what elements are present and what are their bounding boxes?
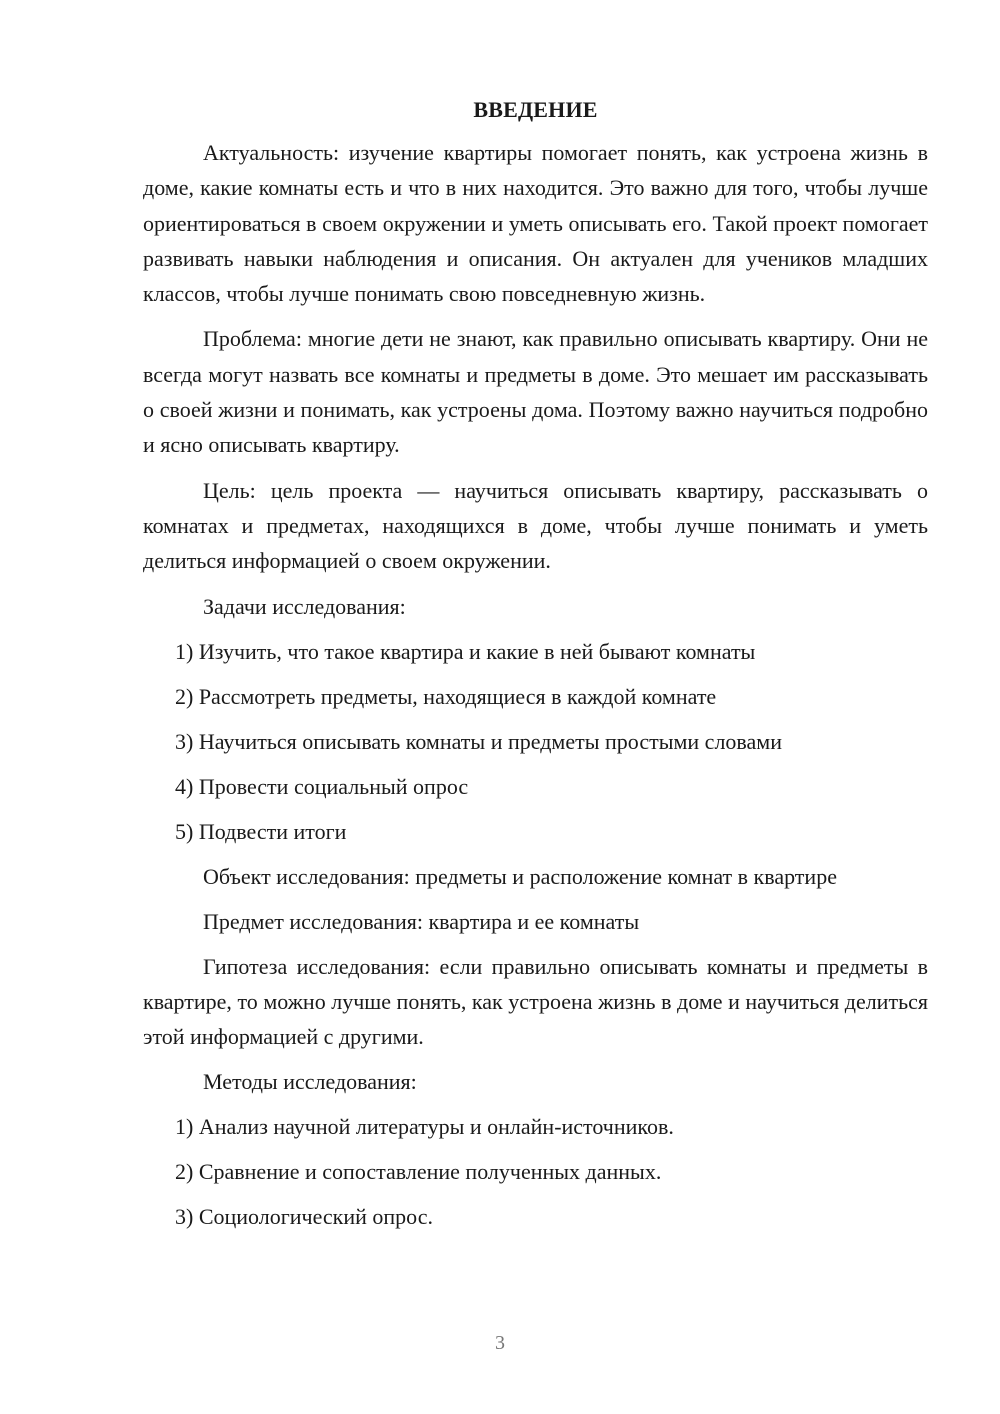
methods-title: Методы исследования: bbox=[203, 1069, 417, 1095]
research-subject: Предмет исследования: квартира и ее комнаты bbox=[203, 908, 640, 934]
problem-paragraph: Проблема: многие дети не знают, как правильно описывать квартиру. Они не всегда могут назвать все комнаты и предметы в доме. Это мешает им рассказывать о своей жизни и понимать, как устроены дома. Поэтому важно научиться подробно и ясно описывать квартиру. bbox=[143, 326, 928, 458]
section-heading: ВВЕДЕНИЕ bbox=[473, 97, 598, 122]
tasks-title: Задачи исследования: bbox=[203, 593, 406, 619]
research-object: Объект исследования: предметы и расположение комнат в квартире bbox=[203, 863, 837, 889]
goal-paragraph: Цель: цель проекта — научиться описывать квартиру, рассказывать о комнатах и предметах, находящихся в доме, чтобы лучше понимать и уметь делиться информацией о своем окружении. bbox=[143, 477, 928, 574]
hypothesis-paragraph: Гипотеза исследования: если правильно описывать комнаты и предметы в квартире, то можно лучше понять, как устроена жизнь в доме и научиться делиться этой информацией с другими. bbox=[143, 953, 928, 1050]
method-item-1: 1) Анализ научной литературы и онлайн-источников. bbox=[175, 1114, 674, 1140]
task-item-3: 3) Научиться описывать комнаты и предметы простыми словами bbox=[175, 728, 782, 754]
task-item-4: 4) Провести социальный опрос bbox=[175, 773, 469, 799]
page-number: 3 bbox=[495, 1332, 505, 1354]
task-item-2: 2) Рассмотреть предметы, находящиеся в каждой комнате bbox=[175, 683, 717, 709]
task-item-1: 1) Изучить, что такое квартира и какие в ней бывают комнаты bbox=[175, 638, 756, 664]
method-item-2: 2) Сравнение и сопоставление полученных данных. bbox=[175, 1159, 662, 1185]
relevance-paragraph: Актуальность: изучение квартиры помогает понять, как устроена жизнь в доме, какие комнаты есть и что в них находится. Это важно для того, чтобы лучше ориентироваться в своем окружении и уметь описывать его. Такой проект помогает развивать навыки наблюдения и описания. Он актуален для учеников младших классов, чтобы лучше понимать свою повседневную жизнь. bbox=[143, 140, 928, 307]
method-item-3: 3) Социологический опрос. bbox=[175, 1204, 433, 1230]
page-content bbox=[143, 95, 928, 1244]
task-item-5: 5) Подвести итоги bbox=[175, 818, 347, 844]
